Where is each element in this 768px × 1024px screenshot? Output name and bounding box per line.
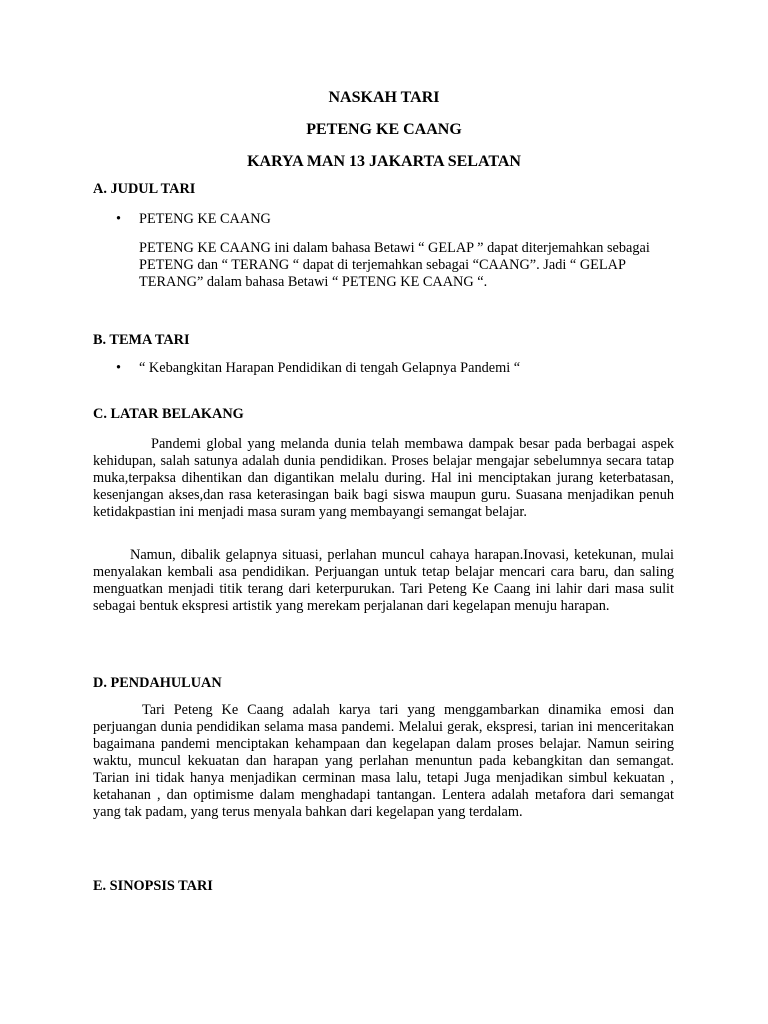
section-e-heading: E. SINOPSIS TARI [93,878,213,894]
section-a-bullet-item [116,211,271,228]
dance-title: PETENG KE CAANG [306,121,462,138]
section-b-bullet-item [116,360,520,377]
section-b-heading: B. TEMA TARI [93,332,190,348]
section-d-paragraph: Tari Peteng Ke Caang adalah karya tari yang menggambarkan dinamika emosi dan perjuangan dunia pendidikan selama masa pandemi. Melalui gerak, ekspresi, tarian ini menceritakan bagaimana pandemi menciptakan kehampaan dan kegelapan dalam proses belajar. Namun seiring waktu, muncul kekuatan dan harapan yang perlahan menuntun pada kebangkitan dan semangat. Tarian ini tidak hanya menjadikan cerminan masa lalu, tetapi Juga menjadikan simbul kekuatan , ketahanan , dan optimisme dalam menghadapi tantangan. Lentera adalah metafora dari semangat yang tak padam, yang terus menyala bahkan dari kegelapan yang terdalam. [93,702,674,820]
section-d-heading: D. PENDAHULUAN [93,675,222,691]
bullet-icon: • [116,360,122,376]
section-b-bullet-text: “ Kebangkitan Harapan Pendidikan di tengah Gelapnya Pandemi “ [139,360,521,376]
section-c-heading: C. LATAR BELAKANG [93,406,244,422]
section-c-paragraph-2: Namun, dibalik gelapnya situasi, perlahan muncul cahaya harapan.Inovasi, ketekunan, mulai menyalakan kembali asa pendidikan. Perjuangan untuk tetap belajar mencari cara baru, dan saling menguatkan menjadi titik terang dari keterpurukan. Tari Peteng Ke Caang ini lahir dari masa sulit sebagai bentuk ekspresi artistik yang merekam perjalanan dari kegelapan menuju harapan. [93,547,674,614]
author-line: KARYA MAN 13 JAKARTA SELATAN [247,153,521,170]
bullet-icon: • [116,211,122,227]
document-title: NASKAH TARI [328,89,440,106]
section-a-heading: A. JUDUL TARI [93,181,196,197]
section-a-paragraph: PETENG KE CAANG ini dalam bahasa Betawi “ GELAP ” dapat diterjemahkan sebagai PETENG dan “ TERANG “ dapat di terjemahkan sebagai “CAANG”. Jadi “ GELAP TERANG” dalam bahasa Betawi “ PETENG KE CAANG “. [139,240,650,290]
section-c-paragraph-1: Pandemi global yang melanda dunia telah membawa dampak besar pada berbagai aspek kehidupan, salah satunya adalah dunia pendidikan. Proses belajar mengajar sebelumnya secara tatap muka,terpaksa dihentikan dan digantikan melalu during. Hal ini menciptakan jurang keterbatasan, kesenjangan akses,dan rasa keterasingan baik bagi siswa maupun guru. Suasana menjadikan penuh ketidakpastian ini menjadi masa suram yang membayangi semangat belajar. [93,436,674,520]
section-a-bullet-text: PETENG KE CAANG [139,211,271,227]
